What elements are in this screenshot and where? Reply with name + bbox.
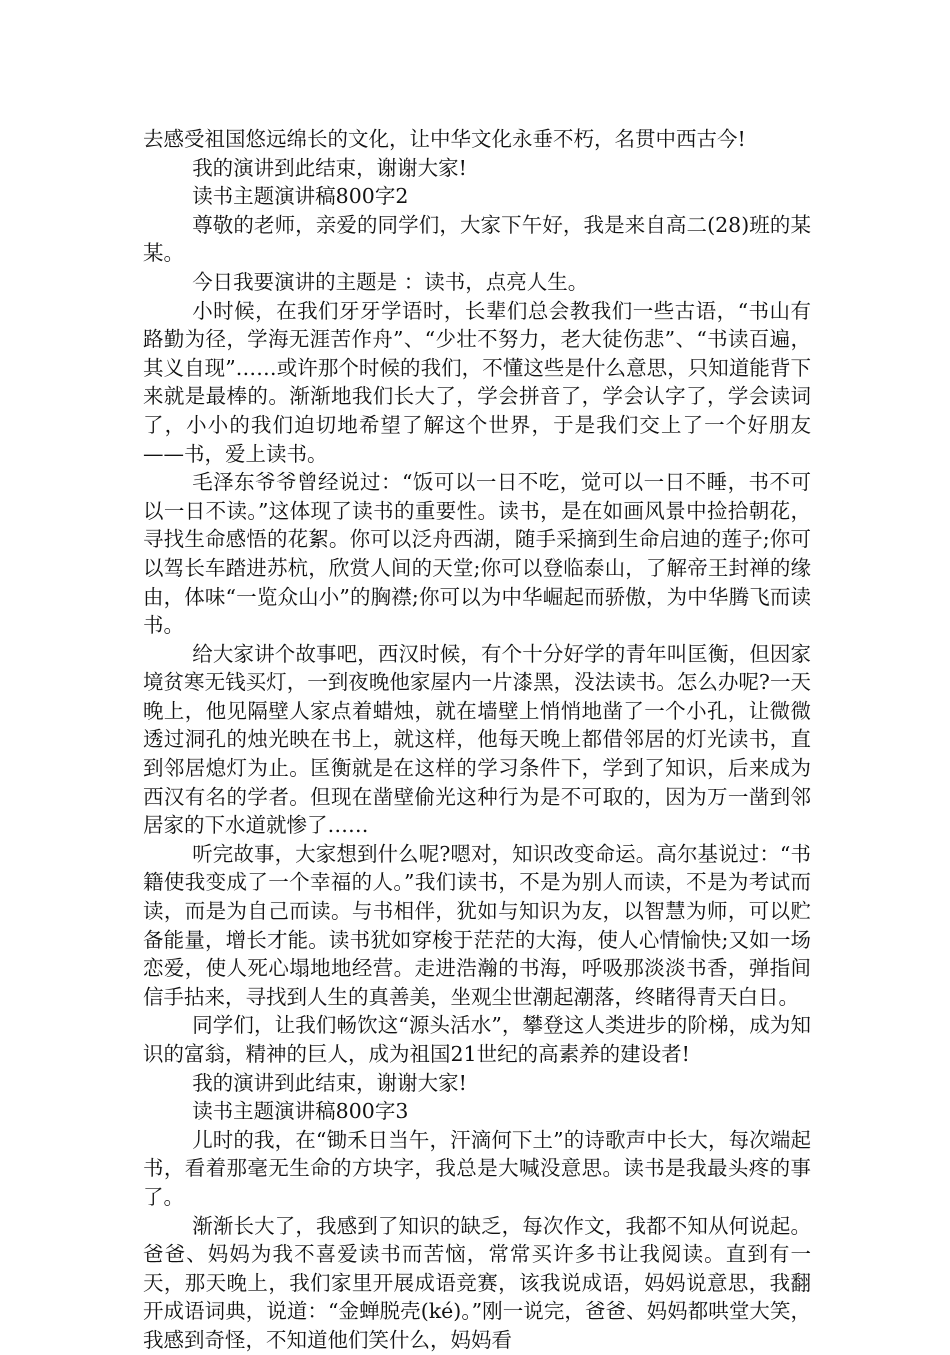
section-heading-3: 读书主题演讲稿800字3 — [192, 1099, 409, 1124]
paragraph-4: 今日我要演讲的主题是 ：读书，点亮人生。 — [192, 269, 589, 294]
paragraph-1: 我的演讲到此结束，谢谢大家! — [192, 155, 467, 180]
document-page — [143, 125, 811, 1355]
paragraph-5: 小时候，在我们牙牙学语时，长辈们总会教我们一些古语，“书山有路勤为径，学海无涯苦作舟”、“少壮不努力，老大徒伤悲”、“书读百遍，其义自现”……或许那个时候的我们，不懂这些是什么意思，只知道能背下来就是最棒的。渐渐地我们长大了，学会拼音了，学会认字了，学会读词了，小小的我们迫切地希望了解这个世界，于是我们交上了一个好朋友——书，爱上读书。 — [143, 298, 811, 466]
paragraph-8: 听完故事，大家想到什么呢?嗯对，知识改变命运。高尔基说过：“书籍使我变成了一个幸福的人。”我们读书，不是为别人而读，不是为考试而读，而是为自己而读。与书相伴，犹如与知识为友，以智慧为师，可以贮备能量，增长才能。读书犹如穿梭于茫茫的大海，使人心情愉快;又如一场恋爱，使人死心塌地地经营。走进浩瀚的书海，呼吸那淡淡书香，弹指间信手拈来，寻找到人生的真善美，坐观尘世潮起潮落，终睹得青天白日。 — [143, 841, 811, 1009]
paragraph-9: 同学们，让我们畅饮这“源头活水”，攀登这人类进步的阶梯，成为知识的富翁，精神的巨人，成为祖国21世纪的高素养的建设者! — [143, 1013, 811, 1066]
paragraph-3: 尊敬的老师，亲爱的同学们，大家下午好，我是来自高二(28)班的某某。 — [143, 212, 811, 266]
paragraph-10: 我的演讲到此结束，谢谢大家! — [192, 1070, 467, 1095]
paragraph-7: 给大家讲个故事吧，西汉时候，有个十分好学的青年叫匡衡，但因家境贫寒无钱买灯，一到夜晚他家屋内一片漆黑，没法读书。怎么办呢?一天晚上，他见隔壁人家点着蜡烛，就在墙壁上悄悄地凿了一个小孔，让微微透过洞孔的烛光映在书上，就这样，他每天晚上都借邻居的灯光读书，直到邻居熄灯为止。匡衡就是在这样的学习条件下，学到了知识，后来成为西汉有名的学者。但现在凿壁偷光这种行为是不可取的，因为万一凿到邻居家的下水道就惨了…… — [143, 641, 811, 838]
paragraph-13: 渐渐长大了，我感到了知识的缺乏，每次作文，我都不知从何说起。爸爸、妈妈为我不喜爱读书而苦恼，常常买许多书让我阅读。直到有一天，那天晚上，我们家里开展成语竞赛，该我说成语，妈妈说意思，我翻开成语词典，说道：“金蝉脱壳(ké)。”刚一说完，爸爸、妈妈都哄堂大笑，我感到奇怪，不知道他们笑什么，妈妈看 — [143, 1213, 811, 1352]
section-heading-2: 读书主题演讲稿800字2 — [192, 184, 409, 209]
paragraph-6: 毛泽东爷爷曾经说过：“饭可以一日不吃，觉可以一日不睡，书不可以一日不读。”这体现了读书的重要性。读书，是在如画风景中捡拾朝花，寻找生命感悟的花絮。你可以泛舟西湖，随手采摘到生命启迪的莲子;你可以驾长车踏进苏杭，欣赏人间的天堂;你可以登临泰山，了解帝王封禅的缘由，体味“一览众山小”的胸襟;你可以为中华崛起而骄傲，为中华腾飞而读书。 — [143, 470, 811, 638]
paragraph-12: 儿时的我，在“锄禾日当午，汗滴何下土”的诗歌声中长大，每次端起书，看着那毫无生命的方块字，我总是大喊没意思。读书是我最头疼的事了。 — [143, 1127, 811, 1209]
paragraph-0: 去感受祖国悠远绵长的文化，让中华文化永垂不朽，名贯中西古今! — [143, 127, 746, 151]
